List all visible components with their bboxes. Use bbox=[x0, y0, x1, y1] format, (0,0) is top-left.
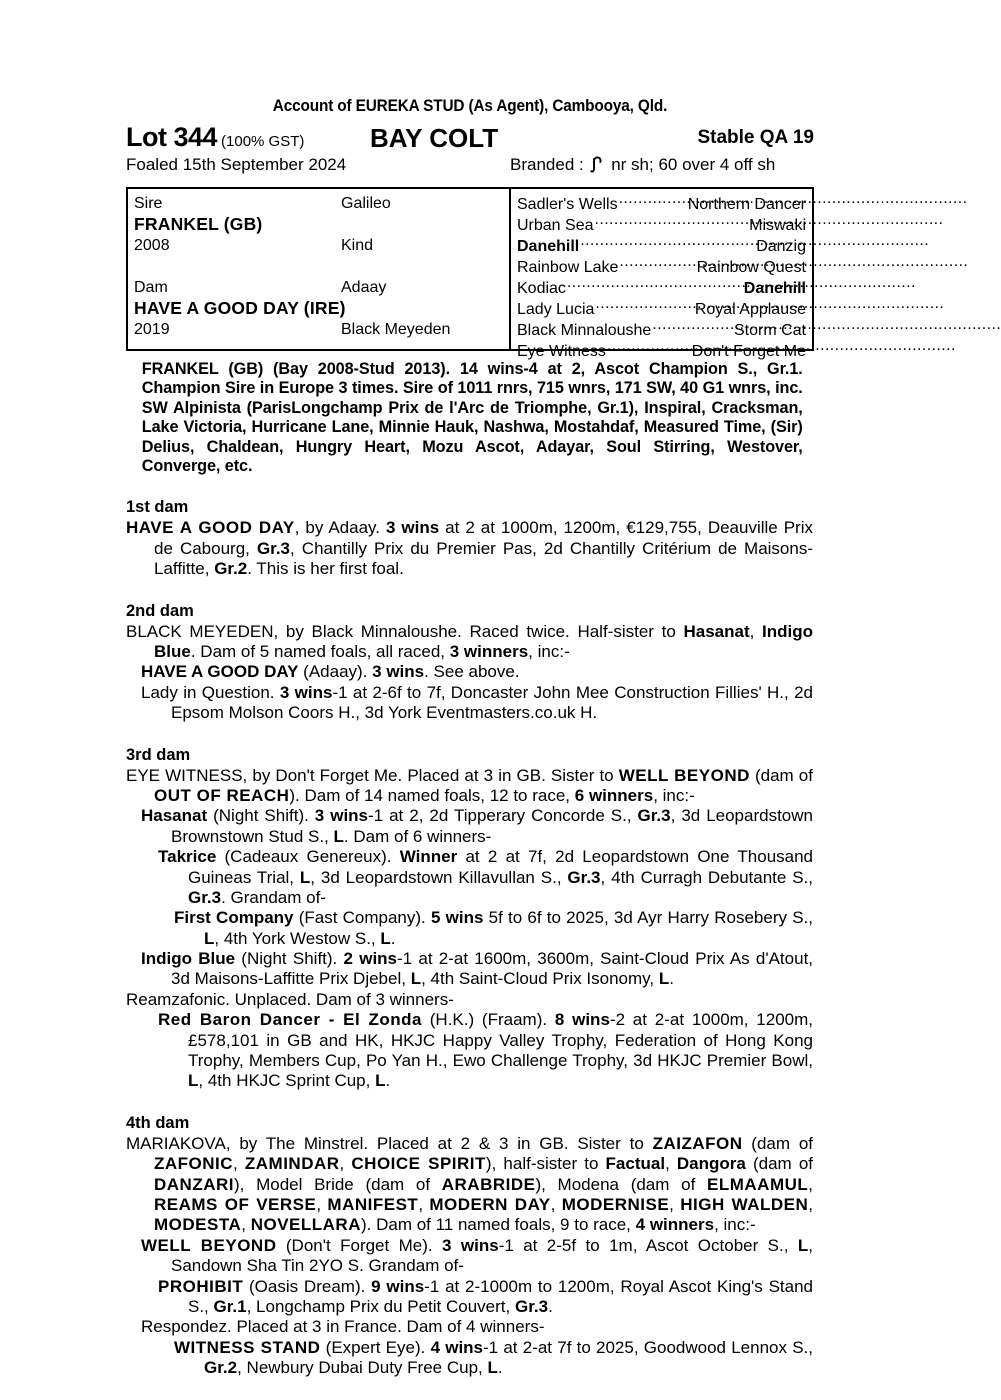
colour-sex: BAY COLT bbox=[370, 122, 499, 153]
lot-number: Lot 344 bbox=[126, 121, 218, 152]
dam-heading: 2nd dam bbox=[126, 601, 194, 620]
pedigree-greatgrandparent-name: Northern Dancer bbox=[687, 195, 806, 213]
dot-leader bbox=[619, 256, 695, 272]
dam-sections bbox=[126, 498, 814, 1378]
pedigree-greatgrandparent-name: Royal Applause bbox=[694, 300, 806, 318]
pedigree-entry: WITNESS STAND (Expert Eye). 4 wins-1 at 2-at 7f to 2025, Goodwood Lennox S., Gr.2, Newbury Dubai Duty Free Cup, L. bbox=[174, 1337, 813, 1378]
dam-section bbox=[126, 1114, 814, 1379]
pedigree-horse-name: HAVE A GOOD DAY (IRE) bbox=[134, 297, 346, 318]
pedigree-entry: PROHIBIT (Oasis Dream). 9 wins-1 at 2-1000m to 1200m, Royal Ascot King's Stand S., Gr.1, Longchamp Prix du Petit Couvert, Gr.3. bbox=[158, 1276, 813, 1316]
pedigree-left-row bbox=[134, 319, 509, 340]
pedigree-entry: Lady in Question. 3 wins-1 at 2-6f to 7f, Doncaster John Mee Construction Fillies' H., 2d Epsom Molson Coors H., 3d York Eventmasters.co.uk H. bbox=[141, 682, 813, 723]
dam-section bbox=[126, 498, 814, 579]
lot-identifier bbox=[126, 122, 304, 153]
pedigree-entry: MARIAKOVA, by The Minstrel. Placed at 2 & 3 in GB. Sister to ZAIZAFON (dam of ZAFONIC, ZAMINDAR, CHOICE SPIRIT), half-sister to Factual, Dangora (dam of DANZARI), Model Bride (dam of ARABRIDE), Modena (dam of ELMAAMUL, REAMS OF VERSE, MANIFEST, MODERN DAY, MODERNISE, HIGH WALDEN, MODESTA, NOVELLARA). Dam of 11 named foals, 9 to race, 4 winners, inc:- bbox=[126, 1133, 814, 1235]
pedigree-greatgrandparent-name: Miswaki bbox=[749, 216, 806, 234]
pedigree-entry: HAVE A GOOD DAY, by Adaay. 3 wins at 2 at 1000m, 1200m, €129,755, Deauville Prix de Cabourg, Gr.3, Chantilly Prix du Premier Pas, 2d Chantilly Critérium de Maisons-Laffitte, Gr.2. This is her first foal. bbox=[126, 518, 813, 579]
pedigree-entry: BLACK MEYEDEN, by Black Minnaloushe. Raced twice. Half-sister to Hasanat, Indigo Blue. Dam of 5 named foals, all raced, 3 winners, inc:- bbox=[126, 621, 813, 661]
pedigree-entry: Indigo Blue (Night Shift). 2 wins-1 at 2-at 1600m, 3600m, Saint-Cloud Prix As d'Atout, 3d Maisons-Laffitte Prix Djebel, L, 4th Saint-Cloud Prix Isonomy, L. bbox=[141, 949, 814, 989]
stable-label: Stable QA 19 bbox=[697, 126, 814, 148]
dam-heading: 3rd dam bbox=[126, 745, 191, 764]
pedigree-entry: EYE WITNESS, by Don't Forget Me. Placed at 3 in GB. Sister to WELL BEYOND (dam of OUT OF REACH). Dam of 14 named foals, 12 to race, 6 winners, inc:- bbox=[126, 765, 813, 805]
pedigree-greatgrandparent-name: Rainbow Quest bbox=[696, 258, 806, 276]
pedigree-parent-name: Adaay bbox=[341, 278, 387, 296]
pedigree-left-row bbox=[134, 298, 509, 319]
pedigree-entry: Reamzafonic. Unplaced. Dam of 3 winners- bbox=[126, 989, 454, 1009]
dot-leader bbox=[652, 319, 733, 335]
pedigree-parent-name: Kind bbox=[341, 236, 374, 254]
pedigree-grandparent-name: Lady Lucia bbox=[517, 300, 595, 318]
dot-leader bbox=[595, 214, 749, 230]
dot-leader bbox=[567, 277, 743, 293]
pedigree-left-row bbox=[134, 256, 509, 277]
pedigree-greatgrandparent-name: Don't Forget Me bbox=[691, 342, 806, 360]
pedigree-parent-name: Galileo bbox=[341, 194, 391, 212]
dam-section bbox=[126, 746, 814, 1092]
pedigree-grandparent-name: Danehill bbox=[517, 237, 580, 255]
dot-leader bbox=[619, 193, 687, 209]
pedigree-left-label: Dam bbox=[134, 278, 168, 296]
pedigree-grandparent-name: Urban Sea bbox=[517, 216, 594, 234]
pedigree-left-row bbox=[134, 340, 509, 361]
account-line: Account of EUREKA STUD (As Agent), Cambooya, Qld. bbox=[272, 97, 668, 115]
pedigree-left-row bbox=[134, 193, 509, 214]
pedigree-left-row bbox=[134, 235, 509, 256]
lot-header-row bbox=[126, 122, 814, 154]
dam-heading: 4th dam bbox=[126, 1113, 190, 1132]
pedigree-entry: Respondez. Placed at 3 in France. Dam of 4 winners- bbox=[141, 1317, 545, 1337]
pedigree-left-column bbox=[128, 189, 509, 349]
pedigree-left-label: 2008 bbox=[134, 236, 170, 254]
pedigree-horse-name: FRANKEL (GB) bbox=[134, 213, 263, 234]
pedigree-grandparent-name: Sadler's Wells bbox=[517, 195, 618, 213]
pedigree-left-label: Sire bbox=[134, 194, 163, 212]
foaled-date: Foaled 15th September 2024 bbox=[126, 154, 347, 174]
pedigree-left-row bbox=[134, 214, 509, 235]
catalogue-sheet bbox=[126, 96, 814, 1379]
brand-hook-icon bbox=[590, 156, 604, 173]
pedigree-right-row bbox=[517, 340, 806, 361]
dam-section bbox=[126, 602, 814, 724]
pedigree-right-column bbox=[511, 189, 812, 360]
dot-leader bbox=[595, 298, 693, 314]
pedigree-grandparent-name: Rainbow Lake bbox=[517, 258, 619, 276]
branded-info bbox=[510, 155, 775, 175]
pedigree-greatgrandparent-name: Danehill bbox=[743, 279, 806, 297]
pedigree-entry: Red Baron Dancer - El Zonda (H.K.) (Fraam). 8 wins-2 at 2-at 1000m, 1200m, £578,101 in GB and HK, HKJC Happy Valley Trophy, Federation of Hong Kong Trophy, Members Cup, Po Yan H., Ewo Challenge Trophy, 3d HKJC Premier Bowl, L, 4th HKJC Sprint Cup, L. bbox=[158, 1010, 814, 1091]
sire-summary: FRANKEL (GB) (Bay 2008-Stud 2013). 14 wins-4 at 2, Ascot Champion S., Gr.1. Champion Sire in Europe 3 times. Sire of 1011 rnrs, 715 wnrs, 171 SW, 40 G1 wnrs, inc. SW Alpinista (ParisLongchamp Prix de l'Arc de Triomphe, Gr.1), Inspiral, Cracksman, Lake Victoria, Hurricane Lane, Minnie Hauk, Nashwa, Mostahdaf, Measured Time, (Sir) Delius, Chaldean, Hungry Heart, Mozu Ascot, Adayar, Soul Stirring, Westover, Converge, etc. bbox=[141, 359, 803, 475]
pedigree-greatgrandparent-name: Danzig bbox=[756, 237, 806, 255]
lot-gst: (100% GST) bbox=[221, 132, 305, 150]
pedigree-entry: Hasanat (Night Shift). 3 wins-1 at 2, 2d Tipperary Concorde S., Gr.3, 3d Leopardstown Brownstown Stud S., L. Dam of 6 winners- bbox=[141, 806, 813, 846]
pedigree-greatgrandparent-name: Storm Cat bbox=[733, 321, 806, 339]
branded-label: Branded : bbox=[510, 154, 584, 174]
pedigree-entry: HAVE A GOOD DAY (Adaay). 3 wins. See above. bbox=[141, 662, 520, 682]
pedigree-left-row bbox=[134, 277, 509, 298]
dot-leader bbox=[580, 235, 755, 251]
branded-text: nr sh; 60 over 4 off sh bbox=[611, 154, 776, 174]
pedigree-grandparent-name: Eye Witness bbox=[517, 342, 606, 360]
foaled-branded-row bbox=[126, 155, 814, 181]
pedigree-left-label: 2019 bbox=[134, 320, 170, 338]
dam-heading: 1st dam bbox=[126, 498, 189, 517]
dot-leader bbox=[607, 340, 691, 356]
pedigree-grandparent-name: Black Minnaloushe bbox=[517, 321, 652, 339]
pedigree-entry: First Company (Fast Company). 5 wins 5f to 6f to 2025, 3d Ayr Harry Rosebery S., L, 4th York Westow S., L. bbox=[174, 908, 813, 948]
pedigree-table bbox=[126, 187, 814, 360]
pedigree-entry: Takrice (Cadeaux Genereux). Winner at 2 at 7f, 2d Leopardstown One Thousand Guineas Trial, L, 3d Leopardstown Killavullan S., Gr.3, 4th Curragh Debutante S., Gr.3. Grandam of- bbox=[158, 847, 814, 907]
pedigree-parent-name: Black Meyeden bbox=[341, 320, 451, 338]
pedigree-entry: WELL BEYOND (Don't Forget Me). 3 wins-1 at 2-5f to 1m, Ascot October S., L, Sandown Sha Tin 2YO S. Grandam of- bbox=[141, 1235, 813, 1276]
pedigree-grandparent-name: Kodiac bbox=[517, 279, 566, 297]
